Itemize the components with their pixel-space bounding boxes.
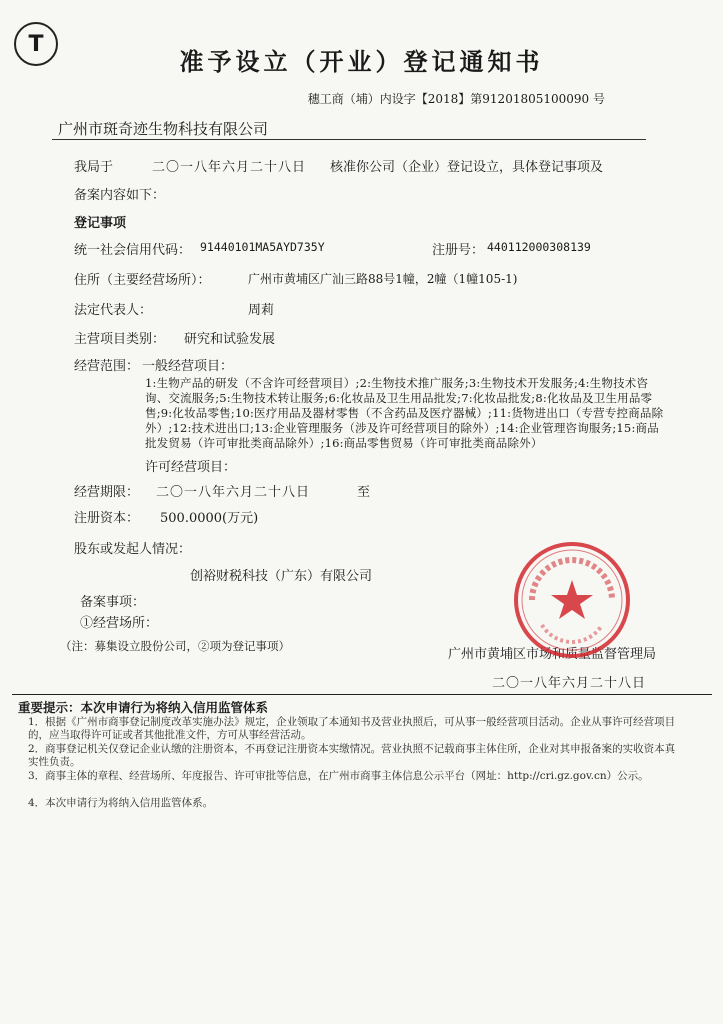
document-number: 穗工商（埔）内设字【2018】第91201805100090 号 [307,92,605,106]
shareholders-label: 股东或发起人情况： [74,542,192,557]
capital-value: 500.0000(万元) [160,511,259,526]
note-item: 2．商事登记机关仅登记企业认缴的注册资本，不再登记注册资本实缴情况。营业执照不记载商事主体住所，企业对其申报备案的实收资本真实性负责。 [28,743,676,768]
general-items-label: 一般经营项目： [142,359,234,374]
reg-no-label: 注册号： [432,243,485,258]
filing-label: 备案事项： [80,595,146,610]
note-item: 1．根据《广州市商事登记制度改革实施办法》规定，企业领取了本通知书及营业执照后，可从事一般经营项目活动。企业从事许可经营项目的，应当取得许可证或者其他批准文件，方可从事经营活动。 [28,716,676,741]
intro-line2: 备案内容如下： [74,188,166,203]
note-item: 4．本次申请行为将纳入信用监管体系。 [28,797,214,809]
capital-label: 注册资本： [74,511,140,526]
company-name: 广州市斑奇迹生物科技有限公司 [58,120,269,138]
document-title: 准予设立（开业）登记通知书 [179,47,544,76]
address-value: 广州市黄埔区广汕三路88号1幢，2幢（1幢105-1) [248,272,518,286]
issuer-name: 广州市黄埔区市场和质量监督管理局 [448,647,657,662]
notes-title: 重要提示：本次申请行为将纳入信用监管体系 [18,700,269,715]
term-to: 至 [357,485,371,500]
issue-date: 二〇一八年六月二十八日 [492,676,647,691]
shareholders-value: 创裕财税科技（广东）有限公司 [190,569,373,584]
address-label: 住所（主要经营场所）： [74,273,211,288]
business-scope-label: 经营范围： [74,359,140,374]
main-category-label: 主营项目类别： [74,332,166,347]
credit-code-value: 91440101MA5AYD735Y [200,240,325,254]
legal-rep-value: 周莉 [248,303,275,318]
section-title: 登记事项 [74,216,127,231]
intro-prefix: 我局于 [74,160,114,175]
intro-suffix: 核准你公司（企业）登记设立，具体登记事项及 [330,160,604,175]
main-category-value: 研究和试验发展 [184,332,276,347]
legal-rep-label: 法定代表人： [74,303,153,318]
official-seal [512,540,632,660]
intro-date: 二〇一八年六月二十八日 [152,160,307,175]
note-line: （注：募集设立股份公司，②项为登记事项） [60,639,290,653]
licensed-items-label: 许可经营项目： [145,460,237,475]
header-rule [52,139,646,140]
notes-rule [12,694,712,695]
t-mark-badge: T [14,22,58,66]
credit-code-label: 统一社会信用代码： [74,243,192,258]
note-item: 3．商事主体的章程、经营场所、年度报告、许可审批等信息，在广州市商事主体信息公示平台（网址：http://cri.gz.gov.cn）公示。 [28,770,649,782]
reg-no-value: 440112000308139 [487,240,591,254]
term-label: 经营期限： [74,485,140,500]
business-scope-text: 1:生物产品的研发（不含许可经营项目）;2:生物技术推广服务;3:生物技术开发服务;4:生物技术咨询、交流服务;5:生物技术转让服务;6:化妆品及卫生用品批发;7:化妆品批发;8:化妆品及卫生用品零售;9:化妆品零售;10:医疗用品及器材零售（不含药品及医疗器械）;11:货物进出口（专营专控商品除外）;12:技术进出口;13:企业管理服务（涉及许可经营项目的除外）;14:企业管理咨询服务;15:商品批发贸易（许可审批类商品除外）;16:商品零售贸易（许可审批类商品除外） [145,376,664,450]
filing-item: ①经营场所： [80,616,159,631]
term-value: 二〇一八年六月二十八日 [156,485,311,500]
